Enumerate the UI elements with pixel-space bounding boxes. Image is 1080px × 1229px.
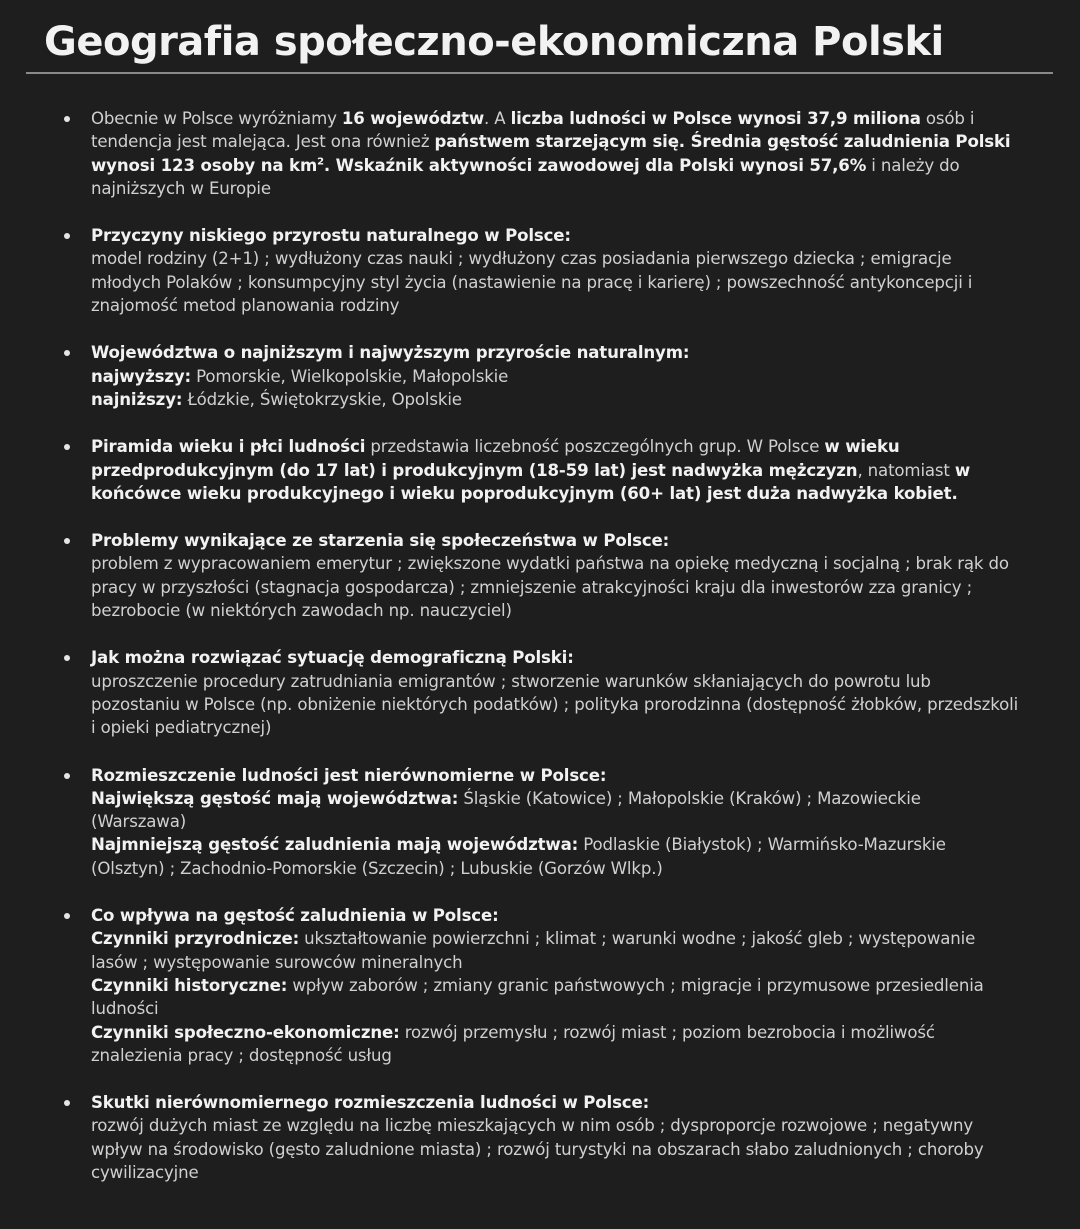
factor-value: wpływ zaborów ; zmiany granic państwowych ; migracje i przymusowe przesiedlenia ludności: [91, 975, 984, 1019]
factor-natural: [91, 927, 1020, 974]
bullet-distribution-effects: [60, 1091, 1020, 1184]
bullet-heading: Skutki nierównomiernego rozmieszczenia ludności w Polsce:: [91, 1093, 650, 1113]
bullet-dot-icon: [64, 116, 70, 122]
factor-value: ukształtowanie powierzchni ; klimat ; warunki wodne ; jakość gleb ; występowanie lasów ; występowanie surowców mineralnych: [91, 929, 976, 972]
bullet-heading: Rozmieszczenie ludności jest nierównomierne w Polsce:: [91, 765, 607, 785]
factor-socio-economic: [91, 1021, 1020, 1068]
bullet-heading: Przyczyny niskiego przyrostu naturalnego w Polsce:: [91, 226, 571, 246]
factor-label: Czynniki historyczne:: [91, 975, 288, 995]
overview-density-sup: 2: [317, 156, 324, 168]
bullet-dot-icon: [64, 913, 70, 919]
bullet-population-distribution: [60, 764, 1020, 880]
bullet-list: [60, 107, 1020, 1184]
highest-density-value: Śląskie (Katowice) ; Małopolskie (Kraków) ; Mazowieckie (Warszawa): [91, 788, 921, 832]
bullet-dot-icon: [64, 655, 70, 661]
pyramid-title: Piramida wieku i płci ludności: [91, 437, 366, 457]
factor-value: rozwój przemysłu ; rozwój miast ; poziom bezrobocia i możliwość znalezienia pracy ; dostępność usług: [91, 1022, 935, 1065]
highest-growth-label: najwyższy:: [91, 366, 191, 386]
overview-text-3: osób i tendencja jest malejąca. Jest ona również: [91, 109, 975, 152]
factor-label: Czynniki społeczno-ekonomiczne:: [91, 1022, 400, 1042]
bullet-dot-icon: [64, 538, 70, 544]
lowest-density-label: Najmniejszą gęstość zaludnienia mają województwa:: [91, 835, 579, 855]
bullet-dot-icon: [64, 773, 70, 779]
overview-text-4: i należy do najniższych w Europie: [91, 155, 960, 198]
pyramid-male-surplus: w wieku przedprodukcyjnym (do 17 lat) i produkcyjnym (18-59 lat) jest nadwyżka mężczyzn: [91, 437, 900, 480]
bullet-density-factors: [60, 904, 1020, 1067]
bullet-overview: [60, 107, 1020, 200]
highest-density-row: [91, 787, 1020, 834]
bullet-growth-voivodeships: [60, 341, 1020, 411]
overview-activity-rate: . Wskaźnik aktywności zawodowej dla Polski wynosi 57,6%: [323, 155, 867, 175]
bullet-text: rozwój dużych miast ze względu na liczbę mieszkających w nim osób ; dysproporcje rozwojowe ; negatywny wpływ na środowisko (gęsto zaludnione miasta) ; rozwój turystyki na obszarach słabo zaludnionych ; choroby cywilizacyjne: [91, 1116, 984, 1182]
overview-text-1: Obecnie w Polsce wyróżniamy: [91, 109, 342, 128]
bullet-heading: Województwa o najniższym i najwyższym przyroście naturalnym:: [91, 343, 690, 363]
bullet-heading: Co wpływa na gęstość zaludnienia w Polsce:: [91, 906, 499, 926]
bullet-heading: Problemy wynikające ze starzenia się społeczeństwa w Polsce:: [91, 531, 670, 551]
bullet-text: model rodziny (2+1) ; wydłużony czas nauki ; wydłużony czas posiadania pierwszego dziecka ; emigracje młodych Polaków ; konsumpcyjny styl życia (nastawienie na pracę i karierę) ; powszechność antykoncepcji i znajomość metod planowania rodziny: [91, 249, 973, 316]
highest-growth-row: [91, 365, 1020, 388]
overview-voivodeships: 16 województw: [341, 109, 485, 128]
pyramid-text-2: , natomiast: [857, 460, 955, 480]
factor-label: Czynniki przyrodnicze:: [91, 929, 300, 949]
lowest-growth-value: Łódzkie, Świętokrzyskie, Opolskie: [182, 389, 462, 409]
title-divider: [26, 72, 1053, 74]
factor-historical: [91, 974, 1020, 1021]
bullet-dot-icon: [64, 444, 70, 450]
overview-text-2: . A: [484, 109, 511, 128]
lowest-density-row: [91, 833, 1020, 880]
content-area: [60, 107, 1020, 1208]
bullet-dot-icon: [64, 1100, 70, 1106]
lowest-growth-label: najniższy:: [91, 389, 183, 409]
pyramid-text-1: przedstawia liczebność poszczególnych grup. W Polsce: [365, 437, 825, 457]
highest-growth-value: Pomorskie, Wielkopolskie, Małopolskie: [191, 366, 509, 386]
bullet-dot-icon: [64, 233, 70, 239]
bullet-text: problem z wypracowaniem emerytur ; zwiększone wydatki państwa na opiekę medyczną i socjalną ; brak rąk do pracy w przyszłości (stagnacja gospodarcza) ; zmniejszenie atrakcyjności kraju dla inwestorów zza granicy ; bezrobocie (w niektórych zawodach np. nauczyciel): [91, 554, 1009, 621]
lowest-density-value: Podlaskie (Białystok) ; Warmińsko-Mazurskie (Olsztyn) ; Zachodnio-Pomorskie (Szczecin) ; Lubuskie (Gorzów Wlkp.): [91, 835, 946, 878]
bullet-demographic-solutions: [60, 646, 1020, 739]
highest-density-label: Największą gęstość mają województwa:: [91, 788, 459, 808]
bullet-low-growth-causes: [60, 224, 1020, 317]
bullet-heading: Jak można rozwiązać sytuację demograficzną Polski:: [91, 648, 574, 668]
overview-population: liczba ludności w Polsce wynosi 37,9 miliona: [510, 109, 921, 128]
bullet-text: uproszczenie procedury zatrudniania emigrantów ; stworzenie warunków skłaniających do powrotu lub pozostaniu w Polsce (np. obniżenie niektórych podatków) ; polityka prorodzinna (dostępność żłobków, przedszkoli i opieki pediatrycznej): [91, 671, 1019, 738]
page-title: Geografia społeczno-ekonomiczna Polski: [44, 19, 944, 65]
bullet-dot-icon: [64, 350, 70, 356]
overview-density: państwem starzejącym się. Średnia gęstość zaludnienia Polski wynosi 123 osoby na km: [91, 132, 1011, 175]
lowest-growth-row: [91, 388, 1020, 411]
bullet-age-pyramid: [60, 435, 1020, 505]
bullet-aging-problems: [60, 529, 1020, 622]
pyramid-female-surplus: w końcówce wieku produkcyjnego i wieku poprodukcyjnym (60+ lat) jest duża nadwyżka kobiet.: [91, 460, 971, 503]
